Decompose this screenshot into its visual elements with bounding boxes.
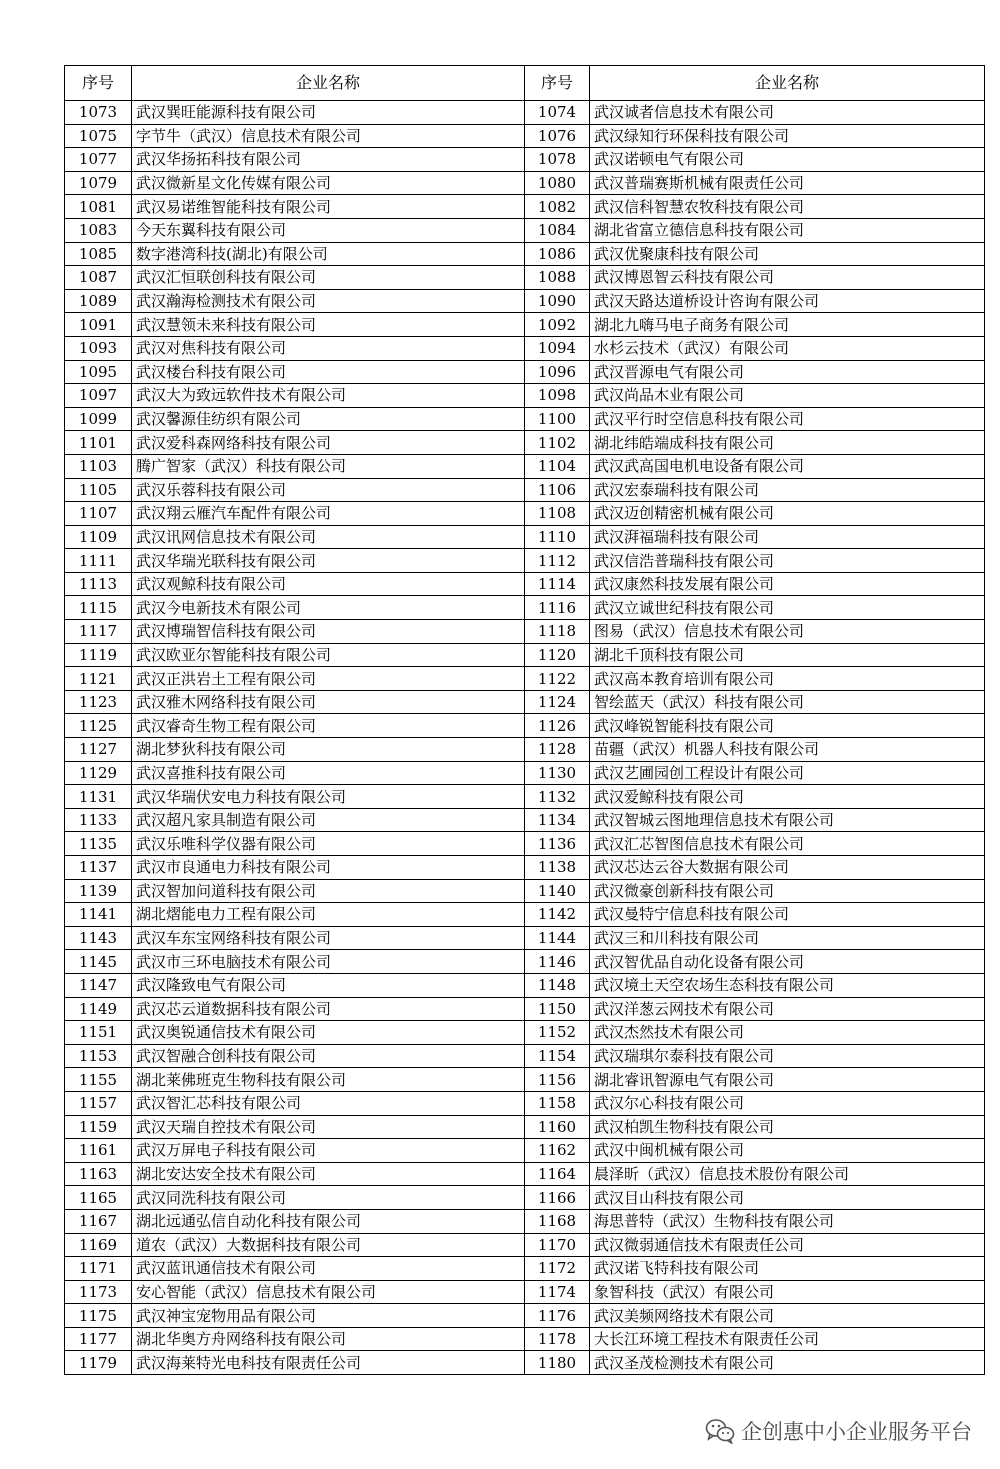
company-right: 武汉杰然技术有限公司 xyxy=(590,1021,985,1045)
company-left: 数字港湾科技(湖北)有限公司 xyxy=(132,242,525,266)
serial-right: 1152 xyxy=(525,1021,590,1045)
serial-right: 1160 xyxy=(525,1115,590,1139)
serial-left: 1111 xyxy=(65,549,132,573)
company-right: 象智科技（武汉）有限公司 xyxy=(590,1280,985,1304)
serial-right: 1140 xyxy=(525,879,590,903)
serial-right: 1174 xyxy=(525,1280,590,1304)
table-row xyxy=(65,738,985,762)
table-row xyxy=(65,714,985,738)
serial-left: 1177 xyxy=(65,1327,132,1351)
table-row xyxy=(65,289,985,313)
company-right: 武汉微豪创新科技有限公司 xyxy=(590,879,985,903)
table-row xyxy=(65,218,985,242)
company-left: 湖北远通弘信自动化科技有限公司 xyxy=(132,1209,525,1233)
company-left: 武汉神宝宠物用品有限公司 xyxy=(132,1304,525,1328)
company-left: 武汉睿奇生物工程有限公司 xyxy=(132,714,525,738)
table-row xyxy=(65,407,985,431)
serial-right: 1168 xyxy=(525,1209,590,1233)
company-left: 武汉芯云道数据科技有限公司 xyxy=(132,997,525,1021)
serial-right: 1086 xyxy=(525,242,590,266)
serial-right: 1178 xyxy=(525,1327,590,1351)
company-right: 武汉峰锐智能科技有限公司 xyxy=(590,714,985,738)
table-row xyxy=(65,148,985,172)
serial-right: 1146 xyxy=(525,950,590,974)
serial-left: 1133 xyxy=(65,808,132,832)
serial-right: 1166 xyxy=(525,1186,590,1210)
company-right: 湖北省富立德信息科技有限公司 xyxy=(590,218,985,242)
serial-left: 1175 xyxy=(65,1304,132,1328)
serial-right: 1170 xyxy=(525,1233,590,1257)
serial-left: 1169 xyxy=(65,1233,132,1257)
serial-left: 1117 xyxy=(65,620,132,644)
serial-left: 1157 xyxy=(65,1091,132,1115)
company-left: 武汉车东宝网络科技有限公司 xyxy=(132,926,525,950)
company-right: 武汉柏凯生物科技有限公司 xyxy=(590,1115,985,1139)
header-serial-left: 序号 xyxy=(65,66,132,101)
table-row xyxy=(65,1139,985,1163)
company-right: 武汉宏泰瑞科技有限公司 xyxy=(590,478,985,502)
company-left: 武汉馨源佳纺织有限公司 xyxy=(132,407,525,431)
serial-right: 1118 xyxy=(525,620,590,644)
header-serial-right: 序号 xyxy=(525,66,590,101)
serial-right: 1130 xyxy=(525,761,590,785)
company-left: 武汉大为致远软件技术有限公司 xyxy=(132,384,525,408)
company-right: 水杉云技术（武汉）有限公司 xyxy=(590,336,985,360)
serial-left: 1119 xyxy=(65,643,132,667)
company-right: 海思普特（武汉）生物科技有限公司 xyxy=(590,1209,985,1233)
table-row xyxy=(65,808,985,832)
table-row xyxy=(65,856,985,880)
company-right: 武汉迈创精密机械有限公司 xyxy=(590,502,985,526)
watermark-text: 企创惠中小企业服务平台 xyxy=(741,1420,972,1444)
company-right: 图易（武汉）信息技术有限公司 xyxy=(590,620,985,644)
company-left: 武汉华瑞伏安电力科技有限公司 xyxy=(132,785,525,809)
serial-right: 1136 xyxy=(525,832,590,856)
company-right: 智绘蓝天（武汉）科技有限公司 xyxy=(590,690,985,714)
table-row xyxy=(65,101,985,125)
company-right: 武汉诺顿电气有限公司 xyxy=(590,148,985,172)
company-right: 武汉尔心科技有限公司 xyxy=(590,1091,985,1115)
serial-right: 1134 xyxy=(525,808,590,832)
serial-left: 1075 xyxy=(65,124,132,148)
company-left: 武汉欧亚尔智能科技有限公司 xyxy=(132,643,525,667)
company-left: 武汉易诺维智能科技有限公司 xyxy=(132,195,525,219)
table-row xyxy=(65,1280,985,1304)
serial-left: 1159 xyxy=(65,1115,132,1139)
table-row xyxy=(65,360,985,384)
serial-right: 1114 xyxy=(525,572,590,596)
table-row xyxy=(65,643,985,667)
serial-left: 1077 xyxy=(65,148,132,172)
watermark xyxy=(705,1411,972,1451)
company-right: 武汉信浩普瑞科技有限公司 xyxy=(590,549,985,573)
table-row xyxy=(65,1351,985,1375)
serial-left: 1083 xyxy=(65,218,132,242)
serial-left: 1089 xyxy=(65,289,132,313)
table-row xyxy=(65,761,985,785)
company-left: 武汉同洗科技有限公司 xyxy=(132,1186,525,1210)
company-left: 湖北安达安全技术有限公司 xyxy=(132,1162,525,1186)
company-right: 武汉湃福瑞科技有限公司 xyxy=(590,525,985,549)
table-row xyxy=(65,1162,985,1186)
company-left: 武汉乐蓉科技有限公司 xyxy=(132,478,525,502)
serial-right: 1120 xyxy=(525,643,590,667)
company-left: 湖北华奥方舟网络科技有限公司 xyxy=(132,1327,525,1351)
company-right: 武汉曼特宁信息科技有限公司 xyxy=(590,903,985,927)
table-row xyxy=(65,973,985,997)
company-left: 武汉对焦科技有限公司 xyxy=(132,336,525,360)
company-left: 武汉瀚海检测技术有限公司 xyxy=(132,289,525,313)
serial-left: 1171 xyxy=(65,1257,132,1281)
serial-left: 1141 xyxy=(65,903,132,927)
table-row xyxy=(65,384,985,408)
serial-right: 1124 xyxy=(525,690,590,714)
company-left: 武汉楼台科技有限公司 xyxy=(132,360,525,384)
company-left: 武汉翔云雁汽车配件有限公司 xyxy=(132,502,525,526)
table-row xyxy=(65,313,985,337)
company-right: 武汉艺圃园创工程设计有限公司 xyxy=(590,761,985,785)
serial-left: 1173 xyxy=(65,1280,132,1304)
serial-right: 1162 xyxy=(525,1139,590,1163)
table-row xyxy=(65,572,985,596)
table-row xyxy=(65,903,985,927)
serial-left: 1079 xyxy=(65,171,132,195)
company-right: 武汉圣茂检测技术有限公司 xyxy=(590,1351,985,1375)
serial-left: 1151 xyxy=(65,1021,132,1045)
company-left: 安心智能（武汉）信息技术有限公司 xyxy=(132,1280,525,1304)
header-company-right: 企业名称 xyxy=(590,66,985,101)
company-left: 武汉讯网信息技术有限公司 xyxy=(132,525,525,549)
serial-left: 1125 xyxy=(65,714,132,738)
table-row xyxy=(65,596,985,620)
table-row xyxy=(65,1233,985,1257)
company-left: 武汉喜推科技有限公司 xyxy=(132,761,525,785)
company-right: 武汉天路达道桥设计咨询有限公司 xyxy=(590,289,985,313)
serial-left: 1143 xyxy=(65,926,132,950)
serial-right: 1084 xyxy=(525,218,590,242)
serial-left: 1121 xyxy=(65,667,132,691)
serial-left: 1081 xyxy=(65,195,132,219)
table-row xyxy=(65,549,985,573)
serial-right: 1154 xyxy=(525,1044,590,1068)
table-row xyxy=(65,336,985,360)
company-right: 武汉诚者信息技术有限公司 xyxy=(590,101,985,125)
serial-left: 1087 xyxy=(65,266,132,290)
serial-left: 1099 xyxy=(65,407,132,431)
serial-right: 1138 xyxy=(525,856,590,880)
company-left: 武汉慧领未来科技有限公司 xyxy=(132,313,525,337)
serial-right: 1164 xyxy=(525,1162,590,1186)
company-left: 武汉智融合创科技有限公司 xyxy=(132,1044,525,1068)
serial-right: 1074 xyxy=(525,101,590,125)
serial-left: 1095 xyxy=(65,360,132,384)
wechat-icon xyxy=(705,1418,735,1444)
company-right: 湖北九嗨马电子商务有限公司 xyxy=(590,313,985,337)
serial-left: 1103 xyxy=(65,454,132,478)
table-row xyxy=(65,1091,985,1115)
serial-right: 1100 xyxy=(525,407,590,431)
company-right: 武汉美频网络技术有限公司 xyxy=(590,1304,985,1328)
serial-right: 1158 xyxy=(525,1091,590,1115)
serial-right: 1126 xyxy=(525,714,590,738)
company-left: 武汉超凡家具制造有限公司 xyxy=(132,808,525,832)
serial-right: 1094 xyxy=(525,336,590,360)
table-row xyxy=(65,997,985,1021)
table-row xyxy=(65,124,985,148)
serial-right: 1102 xyxy=(525,431,590,455)
company-right: 武汉境土天空农场生态科技有限公司 xyxy=(590,973,985,997)
company-right: 武汉博恩智云科技有限公司 xyxy=(590,266,985,290)
serial-left: 1097 xyxy=(65,384,132,408)
company-left: 武汉万屏电子科技有限公司 xyxy=(132,1139,525,1163)
company-left: 今天东翼科技有限公司 xyxy=(132,218,525,242)
serial-right: 1098 xyxy=(525,384,590,408)
table-row xyxy=(65,478,985,502)
company-right: 武汉爱鲸科技有限公司 xyxy=(590,785,985,809)
serial-right: 1106 xyxy=(525,478,590,502)
company-left: 武汉智加问道科技有限公司 xyxy=(132,879,525,903)
serial-left: 1129 xyxy=(65,761,132,785)
company-right: 武汉平行时空信息科技有限公司 xyxy=(590,407,985,431)
company-left: 武汉汇恒联创科技有限公司 xyxy=(132,266,525,290)
company-right: 武汉康然科技发展有限公司 xyxy=(590,572,985,596)
company-left: 武汉隆致电气有限公司 xyxy=(132,973,525,997)
company-right: 武汉三和川科技有限公司 xyxy=(590,926,985,950)
company-right: 苗疆（武汉）机器人科技有限公司 xyxy=(590,738,985,762)
serial-right: 1078 xyxy=(525,148,590,172)
serial-right: 1110 xyxy=(525,525,590,549)
serial-right: 1108 xyxy=(525,502,590,526)
header-company-left: 企业名称 xyxy=(132,66,525,101)
table-row xyxy=(65,1068,985,1092)
serial-right: 1142 xyxy=(525,903,590,927)
serial-left: 1123 xyxy=(65,690,132,714)
company-left: 武汉雅木网络科技有限公司 xyxy=(132,690,525,714)
serial-left: 1167 xyxy=(65,1209,132,1233)
table-row xyxy=(65,1209,985,1233)
table-row xyxy=(65,266,985,290)
company-left: 武汉今电新技术有限公司 xyxy=(132,596,525,620)
table-row xyxy=(65,1044,985,1068)
company-left: 湖北莱佛班克生物科技有限公司 xyxy=(132,1068,525,1092)
table-row xyxy=(65,950,985,974)
company-right: 武汉芯达云谷大数据有限公司 xyxy=(590,856,985,880)
serial-left: 1165 xyxy=(65,1186,132,1210)
serial-left: 1093 xyxy=(65,336,132,360)
serial-left: 1107 xyxy=(65,502,132,526)
serial-right: 1176 xyxy=(525,1304,590,1328)
company-right: 湖北纬皓端成科技有限公司 xyxy=(590,431,985,455)
company-right: 武汉汇芯智图信息技术有限公司 xyxy=(590,832,985,856)
serial-left: 1127 xyxy=(65,738,132,762)
company-left: 武汉天瑞自控技术有限公司 xyxy=(132,1115,525,1139)
company-right: 湖北睿讯智源电气有限公司 xyxy=(590,1068,985,1092)
serial-left: 1149 xyxy=(65,997,132,1021)
company-left: 字节牛（武汉）信息技术有限公司 xyxy=(132,124,525,148)
serial-right: 1096 xyxy=(525,360,590,384)
serial-left: 1085 xyxy=(65,242,132,266)
company-left: 湖北梦狄科技有限公司 xyxy=(132,738,525,762)
serial-left: 1161 xyxy=(65,1139,132,1163)
table-row xyxy=(65,431,985,455)
serial-right: 1082 xyxy=(525,195,590,219)
serial-left: 1101 xyxy=(65,431,132,455)
serial-right: 1122 xyxy=(525,667,590,691)
serial-left: 1113 xyxy=(65,572,132,596)
serial-left: 1145 xyxy=(65,950,132,974)
company-right: 湖北千顶科技有限公司 xyxy=(590,643,985,667)
company-right: 武汉优聚康科技有限公司 xyxy=(590,242,985,266)
company-right: 武汉信科智慧农牧科技有限公司 xyxy=(590,195,985,219)
company-left: 武汉华瑞光联科技有限公司 xyxy=(132,549,525,573)
company-right: 武汉晋源电气有限公司 xyxy=(590,360,985,384)
serial-right: 1116 xyxy=(525,596,590,620)
serial-left: 1105 xyxy=(65,478,132,502)
serial-right: 1180 xyxy=(525,1351,590,1375)
serial-left: 1155 xyxy=(65,1068,132,1092)
company-right: 武汉目山科技有限公司 xyxy=(590,1186,985,1210)
company-right: 武汉洋葱云网技术有限公司 xyxy=(590,997,985,1021)
company-right: 武汉立诚世纪科技有限公司 xyxy=(590,596,985,620)
serial-left: 1109 xyxy=(65,525,132,549)
company-right: 武汉普瑞赛斯机械有限责任公司 xyxy=(590,171,985,195)
company-left: 武汉智汇芯科技有限公司 xyxy=(132,1091,525,1115)
company-left: 武汉蓝讯通信技术有限公司 xyxy=(132,1257,525,1281)
serial-left: 1091 xyxy=(65,313,132,337)
company-right: 武汉诺飞特科技有限公司 xyxy=(590,1257,985,1281)
company-list-table xyxy=(64,65,985,1375)
company-left: 湖北熠能电力工程有限公司 xyxy=(132,903,525,927)
company-left: 武汉市三环电脑技术有限公司 xyxy=(132,950,525,974)
table-row xyxy=(65,1115,985,1139)
company-left: 武汉市良通电力科技有限公司 xyxy=(132,856,525,880)
company-right: 大长江环境工程技术有限责任公司 xyxy=(590,1327,985,1351)
serial-right: 1092 xyxy=(525,313,590,337)
company-right: 武汉微弱通信技术有限责任公司 xyxy=(590,1233,985,1257)
table-row xyxy=(65,1327,985,1351)
serial-left: 1073 xyxy=(65,101,132,125)
serial-right: 1128 xyxy=(525,738,590,762)
company-right: 晨泽昕（武汉）信息技术股份有限公司 xyxy=(590,1162,985,1186)
serial-left: 1153 xyxy=(65,1044,132,1068)
table-row xyxy=(65,195,985,219)
table-row xyxy=(65,1021,985,1045)
table-row xyxy=(65,525,985,549)
table-row xyxy=(65,785,985,809)
serial-left: 1137 xyxy=(65,856,132,880)
serial-right: 1148 xyxy=(525,973,590,997)
company-left: 武汉观鲸科技有限公司 xyxy=(132,572,525,596)
company-right: 武汉绿知行环保科技有限公司 xyxy=(590,124,985,148)
company-left: 道农（武汉）大数据科技有限公司 xyxy=(132,1233,525,1257)
company-right: 武汉武高国电机电设备有限公司 xyxy=(590,454,985,478)
header-row xyxy=(65,66,985,101)
table-row xyxy=(65,667,985,691)
serial-right: 1132 xyxy=(525,785,590,809)
serial-left: 1115 xyxy=(65,596,132,620)
serial-left: 1163 xyxy=(65,1162,132,1186)
table-row xyxy=(65,1257,985,1281)
serial-right: 1112 xyxy=(525,549,590,573)
serial-left: 1179 xyxy=(65,1351,132,1375)
serial-right: 1090 xyxy=(525,289,590,313)
company-right: 武汉智优品自动化设备有限公司 xyxy=(590,950,985,974)
company-left: 腾广智家（武汉）科技有限公司 xyxy=(132,454,525,478)
serial-right: 1088 xyxy=(525,266,590,290)
table-row xyxy=(65,926,985,950)
table-row xyxy=(65,171,985,195)
table-row xyxy=(65,620,985,644)
company-right: 武汉高本教育培训有限公司 xyxy=(590,667,985,691)
company-right: 武汉智城云图地理信息技术有限公司 xyxy=(590,808,985,832)
serial-right: 1150 xyxy=(525,997,590,1021)
company-left: 武汉博瑞智信科技有限公司 xyxy=(132,620,525,644)
serial-right: 1076 xyxy=(525,124,590,148)
company-left: 武汉奥锐通信技术有限公司 xyxy=(132,1021,525,1045)
serial-right: 1172 xyxy=(525,1257,590,1281)
table-row xyxy=(65,242,985,266)
serial-right: 1080 xyxy=(525,171,590,195)
table-row xyxy=(65,1186,985,1210)
company-left: 武汉巽旺能源科技有限公司 xyxy=(132,101,525,125)
serial-right: 1144 xyxy=(525,926,590,950)
company-left: 武汉华扬拓科技有限公司 xyxy=(132,148,525,172)
table-row xyxy=(65,502,985,526)
company-right: 武汉尚品木业有限公司 xyxy=(590,384,985,408)
table-row xyxy=(65,879,985,903)
serial-left: 1135 xyxy=(65,832,132,856)
company-left: 武汉爱科森网络科技有限公司 xyxy=(132,431,525,455)
serial-left: 1131 xyxy=(65,785,132,809)
table-row xyxy=(65,1304,985,1328)
serial-right: 1104 xyxy=(525,454,590,478)
company-right: 武汉中闽机械有限公司 xyxy=(590,1139,985,1163)
table-row xyxy=(65,832,985,856)
table-row xyxy=(65,690,985,714)
company-left: 武汉乐唯科学仪器有限公司 xyxy=(132,832,525,856)
table-row xyxy=(65,454,985,478)
serial-right: 1156 xyxy=(525,1068,590,1092)
company-left: 武汉正洪岩土工程有限公司 xyxy=(132,667,525,691)
company-right: 武汉瑞琪尔泰科技有限公司 xyxy=(590,1044,985,1068)
company-left: 武汉微新星文化传媒有限公司 xyxy=(132,171,525,195)
company-left: 武汉海莱特光电科技有限责任公司 xyxy=(132,1351,525,1375)
serial-left: 1139 xyxy=(65,879,132,903)
serial-left: 1147 xyxy=(65,973,132,997)
